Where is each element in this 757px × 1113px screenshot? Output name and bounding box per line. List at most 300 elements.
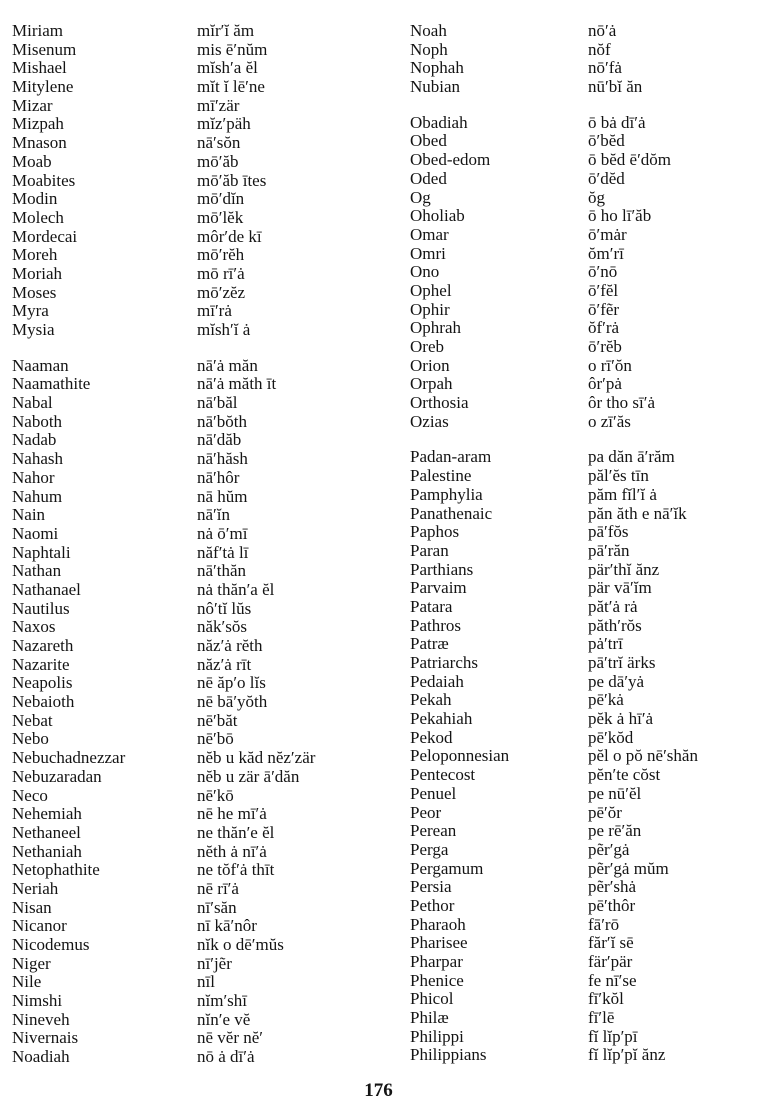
entry-word: Pathros [410, 616, 461, 635]
entry-row [12, 581, 372, 600]
entry-pronunciation: nē′kō [197, 786, 234, 805]
entry-word: Peloponnesian [410, 747, 510, 766]
entry-row [410, 953, 750, 972]
entry-pronunciation: nī′jẽr [197, 954, 232, 973]
entry-pronunciation: ne thăn′e ĕl [197, 823, 275, 842]
entry-row [410, 822, 750, 841]
entry-row [12, 172, 372, 191]
entry-row [12, 618, 372, 637]
entry-word: Moreh [12, 246, 58, 265]
entry-row [410, 114, 750, 133]
entry-word: Molech [12, 208, 64, 227]
entry-row [12, 41, 372, 60]
entry-row [12, 357, 372, 376]
entry-group [410, 22, 750, 97]
entry-row [410, 878, 750, 897]
entry-pronunciation: păth′rŏs [588, 616, 642, 635]
left-column [12, 22, 372, 1084]
entry-pronunciation: mī′zär [197, 96, 240, 115]
entry-row [12, 656, 372, 675]
entry-word: Penuel [410, 784, 457, 803]
entry-row [12, 992, 372, 1011]
entry-pronunciation: o rī′ŏn [588, 356, 632, 375]
entry-word: Panathenaic [410, 504, 493, 523]
entry-row [410, 916, 750, 935]
entry-word: Patriarchs [410, 654, 478, 672]
entry-row [410, 338, 750, 357]
entry-row [12, 562, 372, 581]
entry-word: Perean [410, 822, 457, 841]
entry-word: Nineveh [12, 1010, 70, 1029]
entry-word: Modin [12, 190, 58, 209]
entry-row [410, 207, 750, 226]
entry-row [410, 972, 750, 991]
entry-pronunciation: ō bĕd ē′dŏm [588, 151, 672, 170]
entry-row [410, 617, 750, 636]
entry-word: Naomi [12, 524, 59, 543]
entry-pronunciation: nȧ thăn′a ĕl [197, 580, 275, 599]
entry-row [12, 861, 372, 880]
entry-pronunciation: nā′ȧ măn [197, 356, 258, 375]
entry-row [12, 973, 372, 992]
entry-row [12, 115, 372, 134]
entry-word: Pharaoh [410, 915, 466, 934]
entry-word: Paphos [410, 523, 460, 542]
entry-word: Nophah [410, 59, 464, 78]
entry-pronunciation: ō′rĕb [588, 338, 622, 356]
entry-word: Noph [410, 40, 448, 59]
entry-pronunciation: ō′nō [588, 263, 618, 282]
entry-row [410, 841, 750, 860]
entry-row [410, 579, 750, 598]
entry-pronunciation: pe rē′ăn [588, 822, 642, 841]
entry-pronunciation: fĭ lĭp′pĭ ănz [588, 1046, 666, 1065]
entry-row [410, 804, 750, 823]
entry-pronunciation: nē he mī′ȧ [197, 805, 267, 824]
entry-word: Neriah [12, 879, 59, 898]
entry-pronunciation: mō′rĕh [197, 246, 245, 265]
entry-pronunciation: pā′răn [588, 541, 630, 560]
entry-pronunciation: fā′rō [588, 915, 620, 934]
entry-word: Nethaniah [12, 842, 82, 861]
entry-pronunciation: ne tŏf′ȧ thīt [197, 861, 275, 880]
entry-row [410, 523, 750, 542]
entry-word: Nebat [12, 711, 53, 730]
entry-word: Orpah [410, 375, 453, 394]
entry-pronunciation: nā′thăn [197, 562, 247, 581]
entry-row [12, 1011, 372, 1030]
entry-row [12, 228, 372, 247]
entry-pronunciation: păn ăth e nā′ĭk [588, 504, 687, 523]
entry-pronunciation: nī kā′nôr [197, 917, 257, 936]
entry-row [12, 134, 372, 153]
entry-row [410, 654, 750, 673]
entry-pronunciation: nĕth ȧ nī′ȧ [197, 842, 267, 861]
entry-word: Nivernais [12, 1029, 79, 1048]
entry-pronunciation: nō′fȧ [588, 59, 622, 78]
entry-row [410, 132, 750, 151]
entry-pronunciation: pā′trĭ ärks [588, 654, 656, 672]
entry-pronunciation: môr′de kī [197, 227, 262, 246]
entry-word: Paran [410, 541, 449, 560]
entry-row [410, 860, 750, 879]
entry-word: Naamathite [12, 375, 91, 394]
entry-word: Mizpah [12, 115, 64, 134]
entry-word: Orthosia [410, 394, 469, 413]
entry-word: Oded [410, 169, 447, 188]
entry-pronunciation: năz′ȧ rĕth [197, 637, 263, 655]
entry-pronunciation: năk′sŏs [197, 618, 247, 637]
entry-word: Peor [410, 803, 442, 822]
entry-word: Nathan [12, 562, 62, 581]
entry-row [12, 824, 372, 843]
entry-word: Nebuzaradan [12, 767, 102, 786]
entry-pronunciation: mī′rȧ [197, 302, 232, 321]
entry-row [12, 190, 372, 209]
entry-word: Pamphylia [410, 485, 483, 504]
entry-row [12, 59, 372, 78]
entry-row [410, 226, 750, 245]
entry-pronunciation: nĕb u kăd nĕz′zär [197, 749, 316, 768]
entry-word: Noadiah [12, 1048, 70, 1067]
entry-pronunciation: nē bā′yŏth [197, 693, 268, 712]
entry-row [410, 375, 750, 394]
entry-pronunciation: mĭt ĭ lē′ne [197, 78, 265, 97]
entry-word: Ozias [410, 412, 449, 431]
entry-row [12, 637, 372, 656]
entry-word: Palestine [410, 467, 472, 486]
entry-word: Pekah [410, 691, 452, 710]
entry-pronunciation: ôr tho sī′ȧ [588, 394, 655, 413]
entry-pronunciation: fī′kŏl [588, 990, 624, 1009]
entry-pronunciation: nŏf [588, 40, 611, 59]
entry-word: Nautilus [12, 599, 70, 618]
entry-row [12, 321, 372, 340]
entry-word: Nahash [12, 450, 63, 469]
entry-word: Naaman [12, 356, 69, 375]
entry-word: Nahum [12, 487, 63, 506]
entry-row [410, 747, 750, 766]
entry-row [410, 22, 750, 41]
entry-pronunciation: pär vā′ĭm [588, 579, 652, 598]
entry-pronunciation: mō rī′ȧ [197, 264, 245, 283]
entry-row [12, 488, 372, 507]
entry-pronunciation: o zī′ăs [588, 412, 631, 431]
entry-word: Pekod [410, 728, 453, 747]
entry-pronunciation: ō bȧ dī′ȧ [588, 113, 646, 132]
entry-row [410, 357, 750, 376]
entry-row [410, 934, 750, 953]
entry-word: Oholiab [410, 207, 465, 226]
entry-pronunciation: pa dăn ā′răm [588, 448, 675, 467]
entry-pronunciation: pĕk ȧ hī′ȧ [588, 710, 654, 729]
entry-row [12, 450, 372, 469]
entry-word: Philippi [410, 1027, 464, 1046]
entry-pronunciation: nô′tĭ lŭs [197, 599, 252, 618]
entry-row [410, 897, 750, 916]
entry-row [12, 431, 372, 450]
entry-word: Nimshi [12, 992, 63, 1011]
entry-word: Moses [12, 283, 57, 302]
entry-pronunciation: ôr′pȧ [588, 375, 622, 394]
entry-pronunciation: păm fĭl′ĭ ȧ [588, 485, 657, 504]
entry-row [12, 917, 372, 936]
entry-word: Nabal [12, 394, 53, 413]
entry-word: Ophel [410, 281, 452, 300]
entry-row [410, 301, 750, 320]
entry-pronunciation: ō′mȧr [588, 225, 627, 244]
entry-pronunciation: năz′ȧ rīt [197, 655, 252, 674]
entry-pronunciation: nō ȧ dī′ȧ [197, 1048, 255, 1067]
entry-row [410, 319, 750, 338]
entry-row [12, 246, 372, 265]
entry-pronunciation: mō′ăb [197, 152, 239, 171]
entry-pronunciation: mō′ăb ītes [197, 171, 267, 190]
entry-pronunciation: nĭm′shī [197, 992, 248, 1011]
entry-word: Obed [410, 132, 447, 151]
entry-word: Myra [12, 302, 49, 321]
entry-pronunciation: pā′fŏs [588, 523, 629, 542]
entry-row [12, 1048, 372, 1067]
entry-pronunciation: mĭsh′a ĕl [197, 59, 258, 78]
entry-row [12, 880, 372, 899]
entry-row [410, 766, 750, 785]
right-column [410, 22, 750, 1082]
entry-pronunciation: mis ē′nŭm [197, 40, 268, 59]
entry-row [12, 600, 372, 619]
entry-pronunciation: ō ho lī′ăb [588, 207, 652, 226]
entry-row [410, 598, 750, 617]
entry-word: Neco [12, 786, 48, 805]
entry-row [12, 22, 372, 41]
entry-word: Mizar [12, 96, 53, 115]
entry-pronunciation: fe nī′se [588, 971, 637, 990]
entry-row [12, 544, 372, 563]
entry-word: Philæ [410, 1009, 449, 1028]
entry-pronunciation: pe nū′ĕl [588, 784, 642, 803]
entry-pronunciation: nĭn′e vĕ [197, 1010, 251, 1029]
entry-pronunciation: nā′ĭn [197, 506, 230, 525]
entry-word: Nicanor [12, 917, 67, 936]
entry-pronunciation: nē vĕr nĕ′ [197, 1029, 264, 1048]
entry-row [12, 265, 372, 284]
entry-word: Nile [12, 973, 42, 992]
entry-pronunciation: nā′hôr [197, 468, 240, 487]
entry-row [410, 413, 750, 432]
entry-row [410, 189, 750, 208]
page-number: 176 [364, 1080, 393, 1101]
entry-word: Nethaneel [12, 823, 81, 842]
entry-row [410, 78, 750, 97]
entry-pronunciation: fär′pär [588, 953, 633, 971]
entry-word: Og [410, 188, 431, 207]
entry-pronunciation: pẽr′shȧ [588, 878, 637, 897]
entry-pronunciation: mĭr′ĭ ăm [197, 22, 255, 40]
entry-word: Philippians [410, 1046, 487, 1065]
entry-word: Naphtali [12, 543, 71, 562]
entry-row [12, 749, 372, 768]
entry-row [12, 730, 372, 749]
entry-word: Pharpar [410, 953, 463, 971]
entry-word: Nisan [12, 898, 52, 917]
entry-row [410, 673, 750, 692]
entry-word: Pergamum [410, 859, 484, 878]
entry-word: Naboth [12, 412, 63, 431]
entry-row [410, 394, 750, 413]
entry-row [12, 674, 372, 693]
entry-pronunciation: ō′fĕl [588, 281, 619, 300]
entry-pronunciation: nū′bĭ ăn [588, 78, 643, 97]
entry-pronunciation: nȧ ō′mī [197, 524, 248, 543]
entry-word: Nazarite [12, 655, 70, 674]
entry-word: Pentecost [410, 766, 476, 785]
entry-word: Nadab [12, 431, 57, 450]
entry-row [410, 990, 750, 1009]
entry-word: Pekahiah [410, 710, 473, 729]
entry-word: Pharisee [410, 934, 468, 953]
entry-pronunciation: ō′bĕd [588, 132, 625, 151]
entry-row [12, 375, 372, 394]
entry-word: Moab [12, 152, 52, 171]
entry-word: Perga [410, 840, 449, 859]
entry-word: Nazareth [12, 637, 74, 655]
entry-row [12, 394, 372, 413]
entry-row [12, 899, 372, 918]
entry-row [12, 78, 372, 97]
entry-pronunciation: ō′dĕd [588, 169, 625, 188]
entry-word: Netophathite [12, 861, 100, 880]
entry-pronunciation: păl′ĕs tīn [588, 467, 649, 486]
entry-row [410, 263, 750, 282]
entry-pronunciation: mō′zĕz [197, 283, 246, 302]
entry-row [410, 1028, 750, 1047]
entry-pronunciation: mō′dĭn [197, 190, 245, 209]
entry-word: Nain [12, 506, 46, 525]
entry-row [12, 843, 372, 862]
entry-word: Nahor [12, 468, 55, 487]
entry-row [12, 805, 372, 824]
entry-pronunciation: pẽr′gȧ mŭm [588, 859, 669, 878]
entry-word: Phenice [410, 971, 464, 990]
entry-row [410, 561, 750, 580]
entry-pronunciation: nē rī′ȧ [197, 879, 239, 898]
entry-word: Moriah [12, 264, 63, 283]
entry-word: Pethor [410, 896, 455, 915]
entry-word: Obadiah [410, 113, 468, 132]
entry-pronunciation: nā′băl [197, 394, 238, 413]
entry-row [12, 1029, 372, 1048]
entry-word: Mysia [12, 321, 55, 339]
entry-word: Omar [410, 225, 449, 244]
entry-word: Pedaiah [410, 672, 464, 691]
entry-pronunciation: ŏf′rȧ [588, 319, 620, 338]
entry-pronunciation: nā′sŏn [197, 134, 241, 153]
entry-word: Omri [410, 244, 446, 263]
entry-pronunciation: nīl [197, 973, 215, 992]
entry-word: Ophrah [410, 319, 461, 338]
entry-row [410, 542, 750, 561]
entry-pronunciation: pẽr′gȧ [588, 840, 630, 859]
entry-word: Obed-edom [410, 151, 491, 170]
entry-pronunciation: nĭk o dē′mŭs [197, 936, 284, 954]
entry-row [410, 467, 750, 486]
entry-row [12, 413, 372, 432]
entry-row [12, 284, 372, 303]
entry-row [12, 506, 372, 525]
entry-pronunciation: pĕn′te cŏst [588, 766, 661, 785]
entry-pronunciation: pē′ŏr [588, 803, 622, 822]
entry-row [410, 41, 750, 60]
entry-group [12, 357, 372, 1067]
entry-group [410, 448, 750, 1065]
entry-row [12, 153, 372, 172]
entry-row [12, 693, 372, 712]
entry-word: Mitylene [12, 78, 74, 97]
entry-word: Nicodemus [12, 936, 90, 954]
entry-pronunciation: pĕl o pŏ nē′shăn [588, 747, 698, 766]
entry-pronunciation: păt′ȧ rȧ [588, 597, 638, 616]
entry-word: Neapolis [12, 674, 73, 693]
entry-row [12, 302, 372, 321]
entry-pronunciation: nĕb u zär ā′dăn [197, 767, 300, 786]
entry-row [410, 505, 750, 524]
entry-word: Moabites [12, 171, 76, 190]
entry-row [410, 59, 750, 78]
entry-row [12, 469, 372, 488]
entry-pronunciation: pē′thôr [588, 896, 636, 915]
entry-pronunciation: nō′ȧ [588, 22, 617, 40]
entry-word: Phicol [410, 990, 454, 1009]
entry-row [12, 712, 372, 731]
entry-row [410, 635, 750, 654]
entry-pronunciation: nā′ȧ măth īt [197, 375, 277, 394]
entry-row [410, 151, 750, 170]
entry-word: Patræ [410, 635, 449, 654]
entry-row [410, 282, 750, 301]
entry-word: Misenum [12, 40, 77, 59]
entry-row [12, 525, 372, 544]
entry-pronunciation: pär′thĭ ănz [588, 560, 660, 579]
entry-word: Parthians [410, 560, 474, 579]
entry-word: Parvaim [410, 579, 467, 598]
entry-group [410, 114, 750, 432]
entry-pronunciation: fī′lē [588, 1009, 615, 1028]
entry-pronunciation: pē′kŏd [588, 728, 634, 747]
entry-pronunciation: făr′ĭ sē [588, 934, 634, 953]
entry-pronunciation: fĭ lĭp′pī [588, 1027, 638, 1046]
entry-pronunciation: nā′dăb [197, 431, 242, 450]
entry-row [410, 245, 750, 264]
entry-word: Persia [410, 878, 452, 897]
entry-word: Nebo [12, 730, 49, 749]
entry-word: Orion [410, 356, 450, 375]
entry-row [12, 787, 372, 806]
entry-pronunciation: pe dā′yȧ [588, 672, 645, 691]
entry-row [410, 170, 750, 189]
entry-word: Mordecai [12, 227, 78, 246]
entry-word: Noah [410, 22, 447, 40]
entry-row [410, 448, 750, 467]
entry-pronunciation: nī′săn [197, 898, 237, 917]
entry-word: Nehemiah [12, 805, 82, 824]
entry-pronunciation: nā′bŏth [197, 412, 247, 431]
entry-pronunciation: nē′băt [197, 711, 238, 730]
entry-row [410, 710, 750, 729]
entry-word: Ophir [410, 300, 450, 319]
entry-pronunciation: ō′fẽr [588, 300, 620, 319]
entry-word: Naxos [12, 618, 56, 637]
entry-row [410, 1046, 750, 1065]
